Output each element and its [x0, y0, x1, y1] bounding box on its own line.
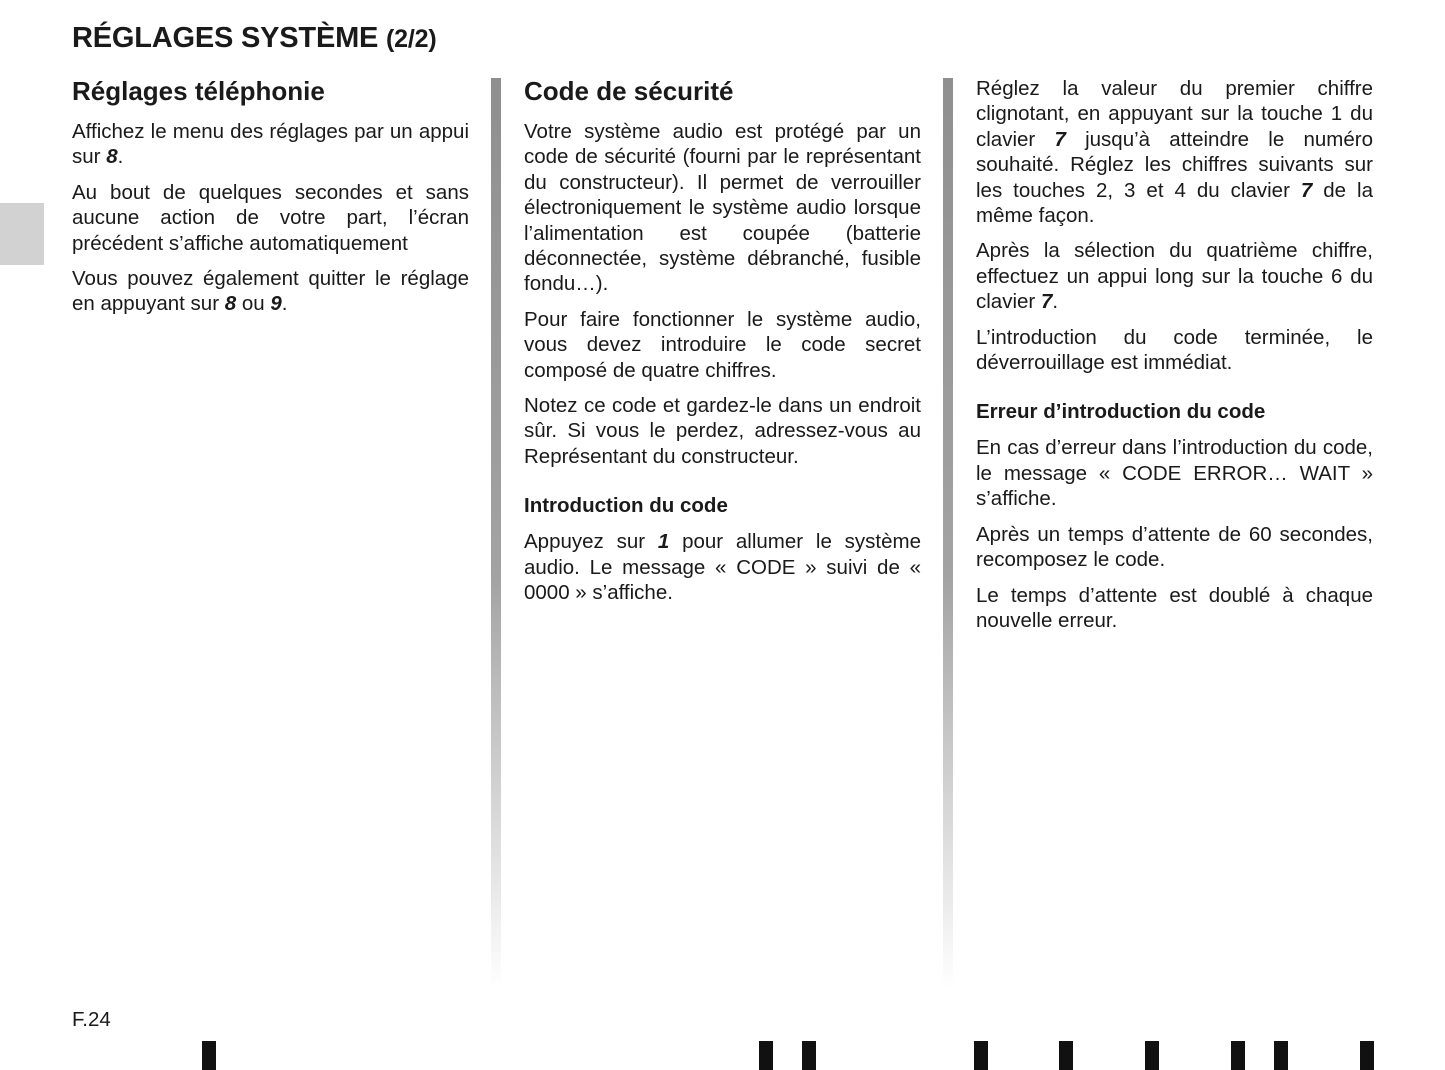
- column-code-procedure: [976, 76, 1373, 643]
- key-reference: 8: [106, 145, 118, 169]
- key-reference: 7: [1040, 290, 1053, 314]
- registration-mark: [1231, 1041, 1245, 1070]
- code-error-paragraph-3: Le temps d’attente est doublé à chaque nouvelle erreur.: [976, 583, 1373, 632]
- column-security-code: [524, 72, 921, 616]
- key-reference: 7: [1054, 127, 1066, 151]
- code-error-paragraph-1: En cas d’erreur dans l’introduction du code, le message « CODE ERROR… WAIT » s’affiche.: [976, 436, 1373, 511]
- registration-mark: [1145, 1041, 1159, 1070]
- code-entry-paragraph: Appuyez sur 1 pour allumer le système audio. Le message « CODE » suivi de « 0000 » s’affiche.: [524, 530, 921, 605]
- column-divider-2: [943, 78, 953, 988]
- security-code-heading: Code de sécurité: [524, 76, 734, 106]
- page-title-main: RÉGLAGES SYSTÈME: [72, 22, 379, 54]
- page-title: [72, 22, 436, 55]
- procedure-paragraph-3: L’introduction du code terminée, le déverrouillage est immédiat.: [976, 325, 1373, 375]
- registration-mark: [759, 1041, 773, 1070]
- page-title-part: (2/2): [386, 25, 437, 53]
- code-error-subheading: Erreur d’introduction du code: [976, 400, 1266, 424]
- column-telephony-settings: [72, 72, 469, 327]
- column-divider-1: [491, 78, 501, 988]
- code-entry-subheading: Introduction du code: [524, 494, 728, 518]
- registration-mark: [974, 1041, 988, 1070]
- security-paragraph-3: Notez ce code et gardez-le dans un endroit sûr. Si vous le perdez, adressez-vous au Représentant du constructeur.: [524, 394, 921, 468]
- registration-mark: [1274, 1041, 1288, 1070]
- telephony-paragraph-2: Au bout de quelques secondes et sans aucune action de votre part, l’écran précédent s’affiche automatiquement: [72, 180, 469, 255]
- telephony-heading: Réglages téléphonie: [72, 76, 325, 106]
- key-reference: 1: [657, 530, 670, 554]
- telephony-paragraph-3: Vous pouvez également quitter le réglage en appuyant sur 8 ou 9.: [72, 267, 469, 316]
- registration-mark: [1059, 1041, 1073, 1070]
- page-number: F.24: [72, 1008, 111, 1031]
- security-paragraph-2: Pour faire fonctionner le système audio, vous devez introduire le code secret composé de quatre chiffres.: [524, 307, 921, 382]
- telephony-paragraph-1: Affichez le menu des réglages par un appui sur 8.: [72, 120, 469, 169]
- code-error-paragraph-2: Après un temps d’attente de 60 secondes, recomposez le code.: [976, 522, 1373, 572]
- key-reference: 9: [270, 292, 282, 316]
- registration-mark: [202, 1041, 216, 1070]
- section-tab-marker: [0, 203, 44, 265]
- registration-mark: [802, 1041, 816, 1070]
- procedure-paragraph-2: Après la sélection du quatrième chiffre, effectuez un appui long sur la touche 6 du clavier 7.: [976, 239, 1373, 314]
- key-reference: 7: [1300, 178, 1313, 202]
- procedure-paragraph-1: Réglez la valeur du premier chiffre clignotant, en appuyant sur la touche 1 du clavier 7 jusqu’à atteindre le numéro souhaité. Réglez les chiffres suivants sur les touches 2, 3 et 4 du clavier 7 de la même façon.: [976, 77, 1373, 228]
- security-paragraph-1: Votre système audio est protégé par un code de sécurité (fourni par le représentant du constructeur). Il permet de verrouiller électroniquement le système audio lorsque l’alimentation est coupée (batterie déconnectée, système débranché, fusible fondu…).: [524, 120, 921, 296]
- key-reference: 8: [224, 292, 237, 316]
- registration-mark: [1360, 1041, 1374, 1070]
